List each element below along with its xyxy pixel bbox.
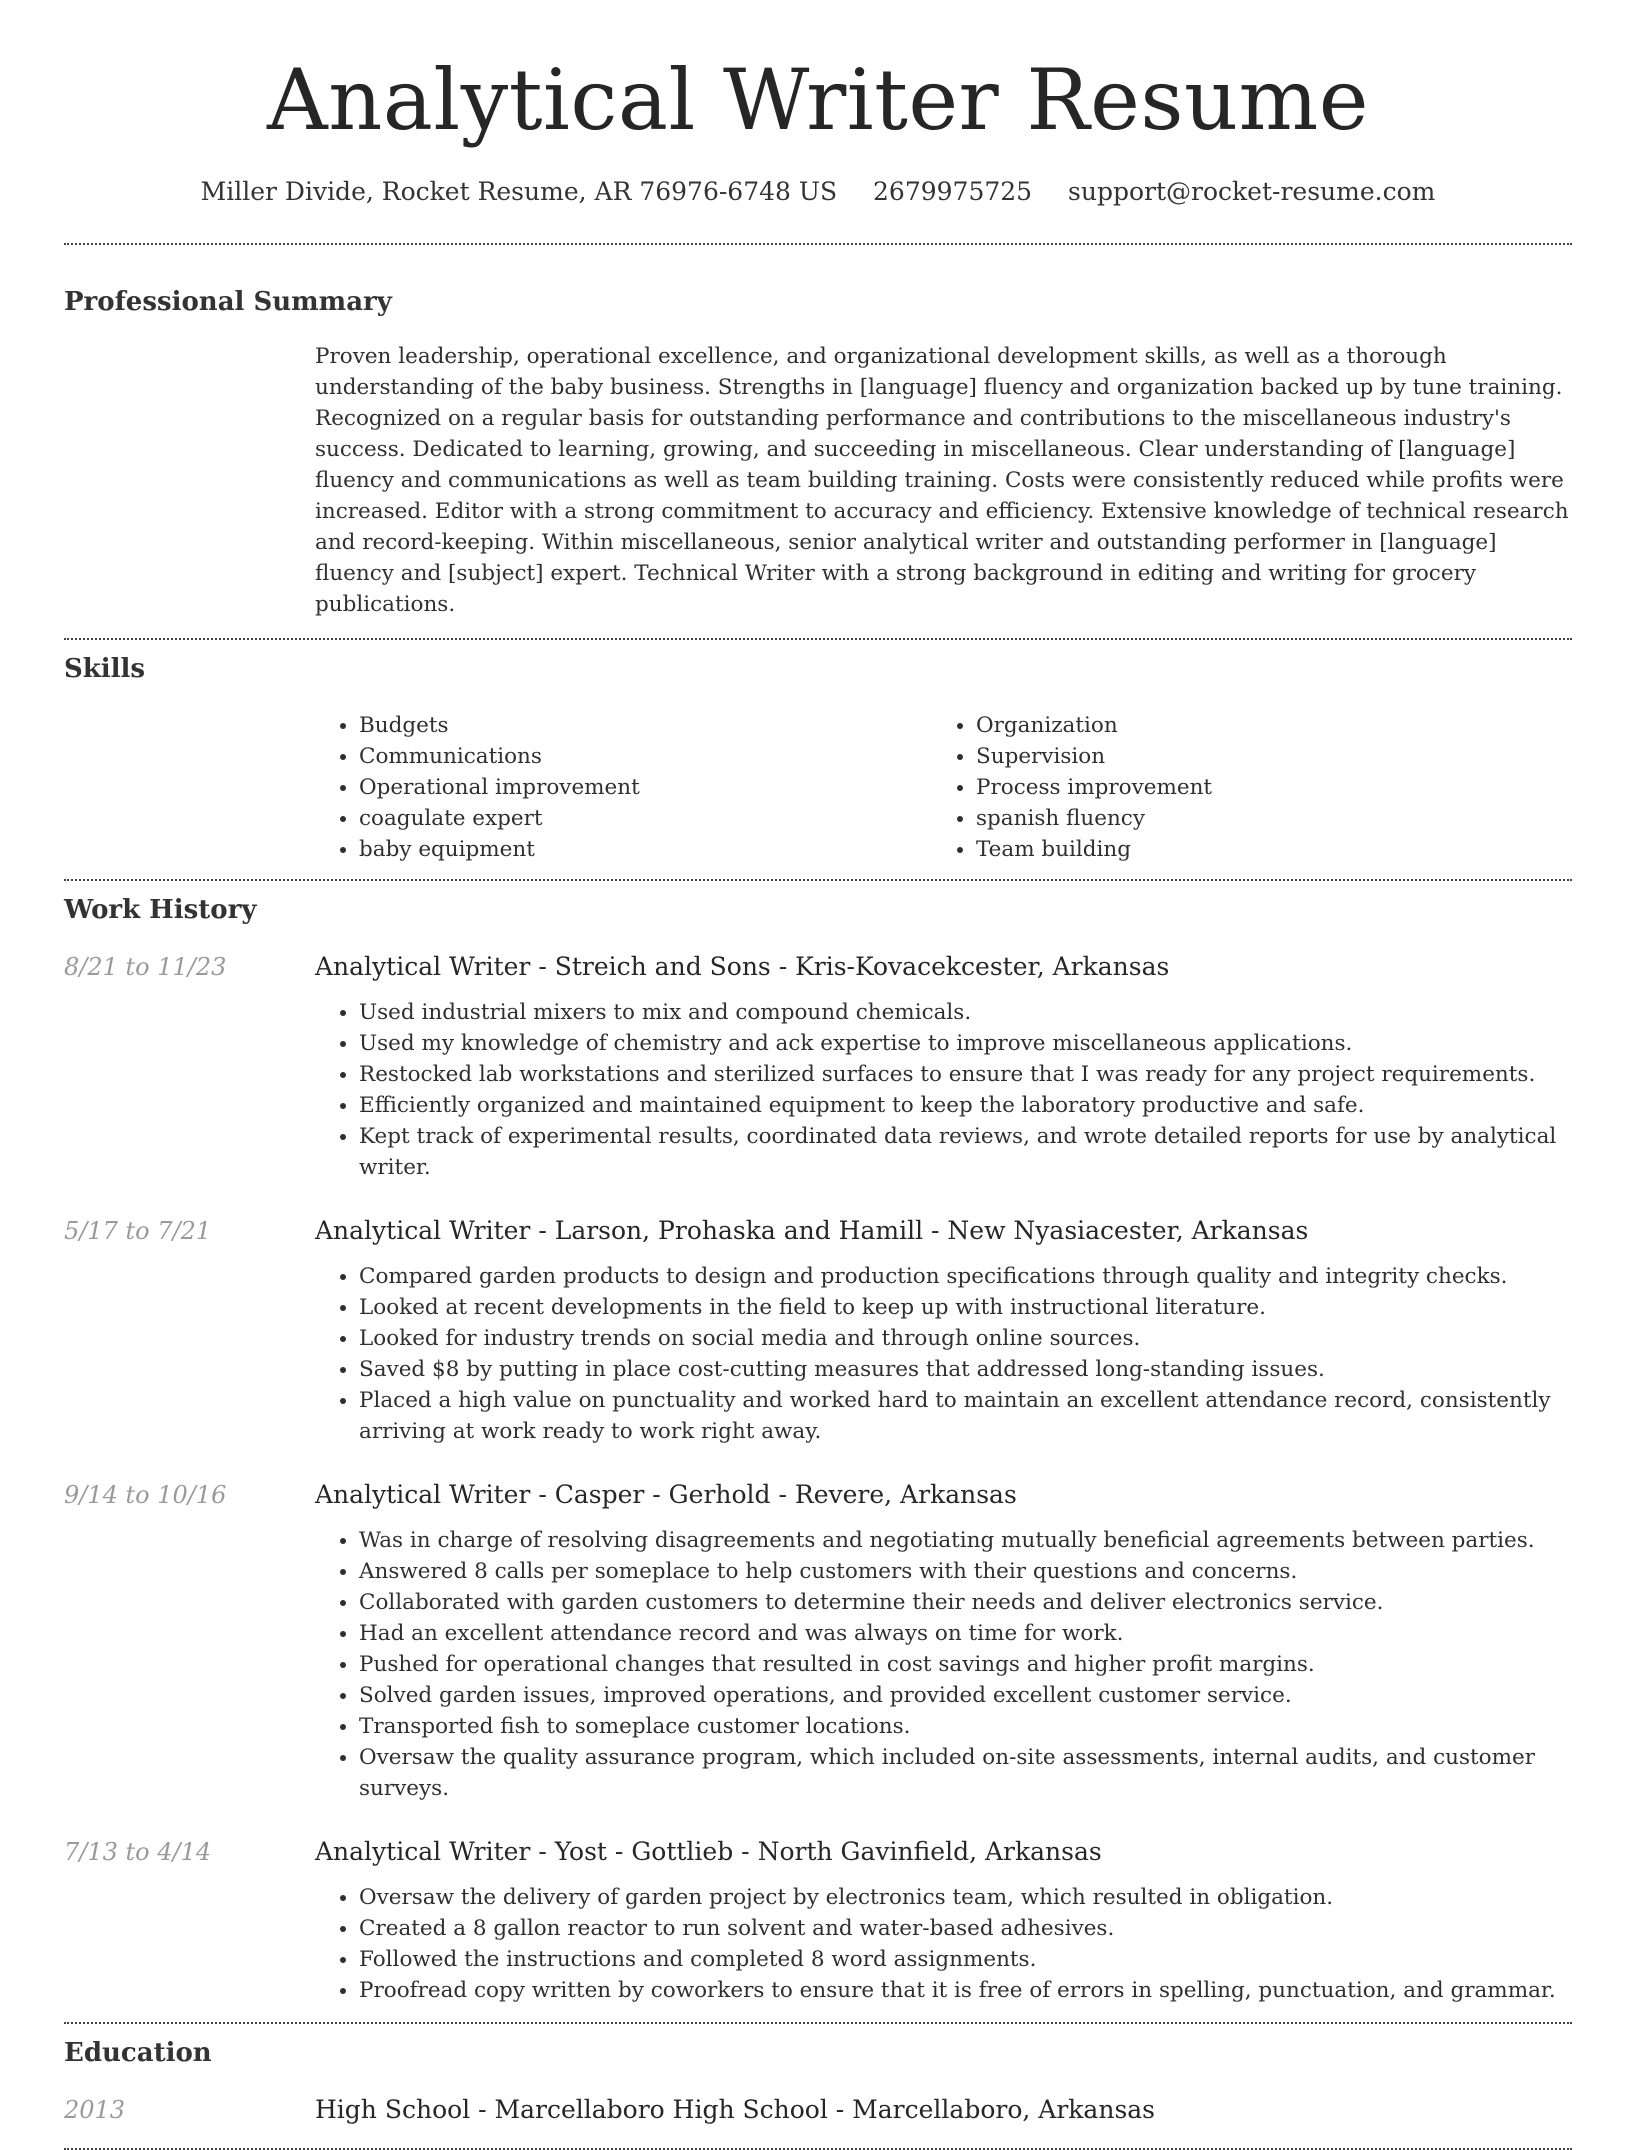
skill-item: • Budgets xyxy=(359,710,932,741)
job-entry xyxy=(64,1477,1572,1804)
skill-item: • Supervision xyxy=(976,741,1549,772)
skills-heading: Skills xyxy=(64,654,146,684)
job-bullet: • Used industrial mixers to mix and compound chemicals. xyxy=(359,997,1572,1028)
job-bullet: • Used my knowledge of chemistry and ack expertise to improve miscellaneous applications. xyxy=(359,1028,1572,1059)
skill-item: • spanish fluency xyxy=(976,803,1549,834)
skill-item: • Team building xyxy=(976,834,1549,865)
job-bullet: • Collaborated with garden customers to determine their needs and deliver electronics service. xyxy=(359,1587,1572,1618)
job-heading: Analytical Writer - Streich and Sons - Kris-Kovacekcester, Arkansas xyxy=(315,952,1170,981)
job-bullet: • Had an excellent attendance record and was always on time for work. xyxy=(359,1618,1572,1649)
job-bullet: • Solved garden issues, improved operations, and provided excellent customer service. xyxy=(359,1680,1572,1711)
job-bullet: • Looked at recent developments in the field to keep up with instructional literature. xyxy=(359,1292,1572,1323)
job-bullet: • Efficiently organized and maintained equipment to keep the laboratory productive and safe. xyxy=(359,1090,1572,1121)
education-section xyxy=(64,2024,1572,2128)
job-bullets xyxy=(315,1882,1572,2006)
job-bullets xyxy=(315,1525,1572,1804)
summary-text: Proven leadership, operational excellence, and organizational development skills, as well as a thorough understanding of the baby business. Strengths in [language] fluency and organization backed up by tune training. Recognized on a regular basis for outstanding performance and contributions to the miscellaneous industry's success. Dedicated to learning, growing, and succeeding in miscellaneous. Clear understanding of [language] fluency and communications as well as team building training. Costs were consistently reduced while profits were increased. Editor with a strong commitment to accuracy and efficiency. Extensive knowledge of technical research and record-keeping. Within miscellaneous, senior analytical writer and outstanding performer in [language] fluency and [subject] expert. Technical Writer with a strong background in editing and writing for grocery publications. xyxy=(315,344,1569,617)
skills-list-left xyxy=(315,710,932,865)
education-heading: Education xyxy=(64,2038,212,2068)
job-bullet: • Proofread copy written by coworkers to ensure that it is free of errors in spelling, punctuation, and grammar. xyxy=(359,1975,1572,2006)
skill-item: • baby equipment xyxy=(359,834,932,865)
job-bullets xyxy=(315,997,1572,1183)
job-bullet: • Placed a high value on punctuality and worked hard to maintain an excellent attendance record, consistently arriving at work ready to work right away. xyxy=(359,1385,1572,1447)
job-entry xyxy=(64,1834,1572,2022)
job-bullet: • Looked for industry trends on social media and through online sources. xyxy=(359,1323,1572,1354)
skill-item: • Process improvement xyxy=(976,772,1549,803)
job-bullet: • Restocked lab workstations and sterilized surfaces to ensure that I was ready for any project requirements. xyxy=(359,1059,1572,1090)
education-date: 2013 xyxy=(64,2096,126,2124)
work-section xyxy=(64,881,1572,2022)
education-heading-line: High School - Marcellaboro High School - Marcellaboro, Arkansas xyxy=(315,2095,1156,2124)
job-bullet: • Oversaw the delivery of garden project by electronics team, which resulted in obligation. xyxy=(359,1882,1572,1913)
job-bullet: • Was in charge of resolving disagreements and negotiating mutually beneficial agreements between parties. xyxy=(359,1525,1572,1556)
work-heading: Work History xyxy=(64,895,257,925)
job-date: 9/14 to 10/16 xyxy=(64,1481,227,1509)
skills-section xyxy=(64,640,1572,879)
skill-item: • Communications xyxy=(359,741,932,772)
summary-heading: Professional Summary xyxy=(64,287,392,317)
job-bullet: • Transported fish to someplace customer locations. xyxy=(359,1711,1572,1742)
skill-item: • Operational improvement xyxy=(359,772,932,803)
job-bullet: • Followed the instructions and completed 8 word assignments. xyxy=(359,1944,1572,1975)
job-bullet: • Kept track of experimental results, coordinated data reviews, and wrote detailed reports for use by analytical writer. xyxy=(359,1121,1572,1183)
job-date: 7/13 to 4/14 xyxy=(64,1838,212,1866)
job-bullet: • Saved $8 by putting in place cost-cutting measures that addressed long-standing issues. xyxy=(359,1354,1572,1385)
job-date: 5/17 to 7/21 xyxy=(64,1217,212,1245)
skill-item: • coagulate expert xyxy=(359,803,932,834)
skills-list-right xyxy=(932,710,1549,865)
job-heading: Analytical Writer - Larson, Prohaska and Hamill - New Nyasiacester, Arkansas xyxy=(315,1216,1309,1245)
resume-page xyxy=(64,0,1572,2150)
job-bullet: • Answered 8 calls per someplace to help customers with their questions and concerns. xyxy=(359,1556,1572,1587)
job-heading: Analytical Writer - Yost - Gottlieb - North Gavinfield, Arkansas xyxy=(315,1837,1102,1866)
education-entry xyxy=(64,2092,1572,2128)
contact-address: Miller Divide, Rocket Resume, AR 76976-6748 US xyxy=(200,177,838,206)
resume-header xyxy=(64,0,1572,208)
job-entry xyxy=(64,949,1572,1183)
contact-email: support@rocket-resume.com xyxy=(1068,177,1436,206)
job-bullet: • Created a 8 gallon reactor to run solvent and water-based adhesives. xyxy=(359,1913,1572,1944)
resume-title: Analytical Writer Resume xyxy=(267,51,1369,149)
job-bullet: • Compared garden products to design and production specifications through quality and integrity checks. xyxy=(359,1261,1572,1292)
contact-line xyxy=(64,176,1572,208)
job-bullet: • Oversaw the quality assurance program, which included on-site assessments, internal audits, and customer surveys. xyxy=(359,1742,1572,1804)
job-heading: Analytical Writer - Casper - Gerhold - Revere, Arkansas xyxy=(315,1480,1017,1509)
summary-section xyxy=(64,245,1572,638)
job-bullet: • Pushed for operational changes that resulted in cost savings and higher profit margins. xyxy=(359,1649,1572,1680)
contact-phone: 2679975725 xyxy=(873,177,1033,206)
job-entry xyxy=(64,1213,1572,1447)
job-date: 8/21 to 11/23 xyxy=(64,953,227,981)
job-bullets xyxy=(315,1261,1572,1447)
skill-item: • Organization xyxy=(976,710,1549,741)
